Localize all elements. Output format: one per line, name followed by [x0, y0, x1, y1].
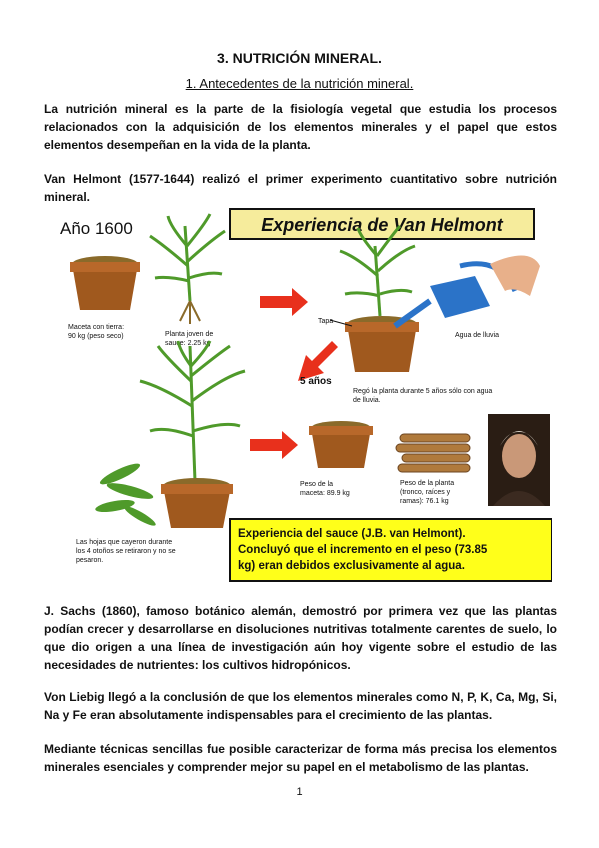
- paragraph-van-helmont: Van Helmont (1577-1644) realizó el primer experimento cuantitativo sobre nutrición mineral.: [44, 172, 557, 204]
- section-heading: 1. Antecedentes de la nutrición mineral.: [185, 76, 414, 91]
- paragraph-intro: La nutrición mineral es la parte de la fisiología vegetal que estudia los procesos relacionados con la adquisición de los elementos minerales y el papel que estos elementos desempeñan en la vida de la planta.: [44, 102, 557, 152]
- page-number: 1: [296, 786, 303, 798]
- sapling-label-line2: sauce: 2.25 kg: [165, 340, 211, 347]
- arrow-down-left: [298, 341, 338, 381]
- paragraph-sachs: J. Sachs (1860), famoso botánico alemán, demostró por primera vez que las plantas podían crecer y desarrollarse en disoluciones nutritivas totalmente carentes de suelo, lo que dio origen a una línea de investigación aún hoy vigente sobre el estudio de las necesidades de nutrientes: los cultivos hidropónicos.: [44, 604, 557, 672]
- conclusion-box: [230, 519, 552, 581]
- pot-weight-line1: Peso de la: [300, 481, 334, 488]
- final-pot: [309, 421, 373, 468]
- years-label: 5 años: [300, 376, 332, 387]
- arrow-right-2: [250, 431, 298, 459]
- leaves-note-line2: los 4 otoños se retiraron y no se: [76, 548, 176, 555]
- leaves-note-line3: pesaron.: [76, 557, 104, 564]
- year-label: Año 1600: [60, 219, 133, 238]
- lid-label: Tapa: [318, 318, 334, 325]
- willow-sapling: [150, 214, 225, 324]
- banner: [230, 209, 534, 239]
- paragraph-liebig: Von Liebig llegó a la conclusión de que los elementos minerales como N, P, K, Ca, Mg, Si, Na y Fe eran absolutamente indispensables para el crecimiento de las plantas.: [44, 690, 557, 722]
- page-title: 3. NUTRICIÓN MINERAL.: [217, 50, 382, 66]
- banner-title: Experiencia de Van Helmont: [261, 215, 503, 235]
- rain-water-label: Agua de lluvia: [455, 332, 499, 339]
- pot-with-plant: [340, 226, 419, 372]
- pot-label-line1: Maceta con tierra:: [68, 324, 125, 331]
- conclusion-line3: kg) eran debidos exclusivamente al agua.: [238, 560, 465, 572]
- conclusion-line2: Concluyó que el incremento en el peso (73.85: [238, 544, 488, 556]
- conclusion-line1: Experiencia del sauce (J.B. van Helmont).: [238, 528, 466, 540]
- pot-weight-line2: maceta: 89.9 kg: [300, 490, 350, 497]
- paragraph-techniques: Mediante técnicas sencillas fue posible caracterizar de forma más precisa los elementos minerales esenciales y comprender mejor su papel en el metabolismo de las plantas.: [44, 742, 557, 774]
- plant-weight-line2: (tronco, raíces y: [400, 489, 451, 496]
- watering-can: [395, 255, 540, 326]
- logs: [396, 434, 470, 472]
- leaves-note-line1: Las hojas que cayeron durante: [76, 539, 173, 546]
- pot-label-line2: 90 kg (peso seco): [68, 333, 124, 340]
- fallen-leaves: [94, 460, 157, 528]
- plant-weight-line3: ramas): 76.1 kg: [400, 498, 449, 505]
- watering-note-line1: Regó la planta durante 5 años sólo con agua: [353, 388, 493, 395]
- watering-note-line2: de lluvia.: [353, 397, 381, 404]
- van-helmont-figure: [60, 206, 552, 588]
- plant-weight-line1: Peso de la planta: [400, 480, 455, 487]
- van-helmont-portrait: [488, 414, 550, 506]
- arrow-right-1: [260, 288, 308, 316]
- grown-willow: [140, 341, 245, 481]
- large-pot: [161, 478, 233, 528]
- sapling-label-line1: Planta joven de: [165, 331, 214, 338]
- pot-with-soil: [70, 256, 140, 310]
